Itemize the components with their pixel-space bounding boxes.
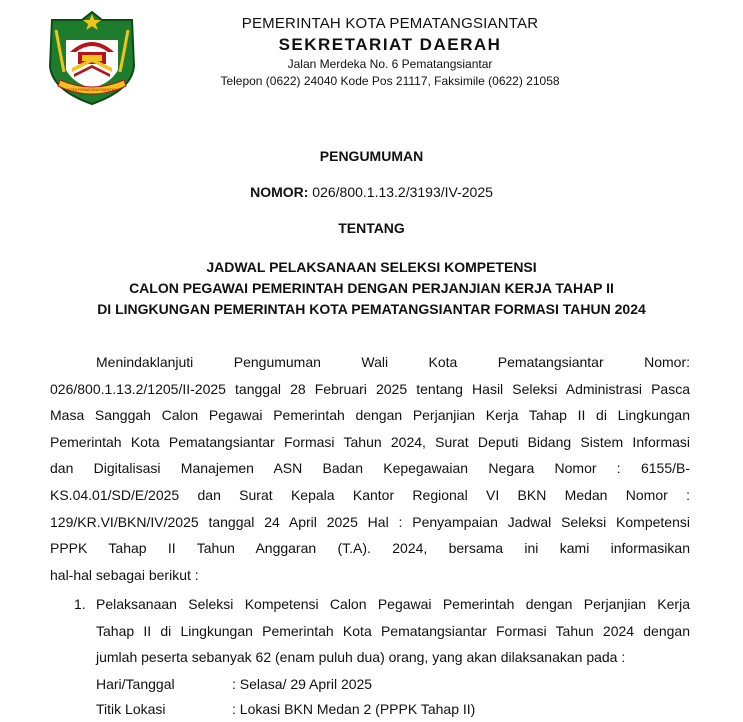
detail-value: : Selasa/ 29 April 2025 bbox=[232, 676, 373, 692]
department-name: SEKRETARIAT DAERAH bbox=[278, 35, 502, 54]
letterhead bbox=[200, 14, 580, 90]
item-line: Pelaksanaan Seleksi Kompetensi Calon Pegawai Pemerintah dengan Perjanjian Kerja bbox=[96, 596, 690, 612]
list-item-text bbox=[96, 591, 690, 671]
logo-ribbon-text: KOTA PEMATANGSIANTAR bbox=[66, 87, 118, 92]
list-item-number: 1. bbox=[74, 596, 86, 612]
item-line: Tahap II di Lingkungan Pemerintah Kota Pematangsiantar Formasi Tahun 2024 dengan bbox=[96, 622, 690, 639]
subject-line: CALON PEGAWAI PEMERINTAH DENGAN PERJANJIAN KERJA TAHAP II bbox=[129, 280, 614, 296]
detail-label: Hari/Tanggal bbox=[96, 676, 175, 692]
body-paragraph bbox=[50, 349, 690, 588]
subject-line: JADWAL PELAKSANAAN SELEKSI KOMPETENSI bbox=[206, 259, 537, 275]
paragraph-line: PPPK Tahap II Tahun Anggaran (T.A). 2024, bersama ini kami informasikan bbox=[50, 540, 690, 557]
paragraph-line: Menindaklanjuti Pengumuman Wali Kota Pematangsiantar Nomor: bbox=[96, 354, 690, 370]
paragraph-line: 129/KR.VI/BKN/IV/2025 tanggal 24 April 2025 Hal : Penyampaian Jadwal Seleksi Kompetensi bbox=[50, 513, 690, 530]
detail-label: Titik Lokasi bbox=[96, 701, 166, 717]
announcement-heading: PENGUMUMAN bbox=[319, 148, 424, 164]
paragraph-line: Masa Sanggah Calon Pegawai Pemerintah dengan Perjanjian Kerja Tahap II di Lingkungan bbox=[50, 407, 690, 424]
item-line: jumlah peserta sebanyak 62 (enam puluh dua) orang, yang akan dilaksanakan pada : bbox=[96, 649, 626, 666]
about-label: TENTANG bbox=[338, 220, 405, 236]
announcement-number bbox=[0, 184, 743, 200]
paragraph-line: 026/800.1.13.2/1205/II-2025 tanggal 28 Februari 2025 tentang Hasil Seleksi Administrasi Pasca bbox=[50, 380, 690, 397]
city-coat-of-arms-icon bbox=[44, 10, 140, 106]
paragraph-line: Pemerintah Kota Pematangsiantar Formasi Tahun 2024, Surat Deputi Bidang Sistem Informasi bbox=[50, 433, 690, 450]
detail-value: : Lokasi BKN Medan 2 (PPPK Tahap II) bbox=[232, 701, 476, 717]
paragraph-line: KS.04.01/SD/E/2025 dan Surat Kepala Kantor Regional VI BKN Medan Nomor : bbox=[50, 486, 690, 503]
paragraph-line: dan Digitalisasi Manajemen ASN Badan Kepegawaian Negara Nomor : 6155/B- bbox=[50, 460, 690, 477]
subject-line: DI LINGKUNGAN PEMERINTAH KOTA PEMATANGSIANTAR FORMASI TAHUN 2024 bbox=[97, 301, 646, 317]
number-label: NOMOR: bbox=[250, 184, 309, 200]
contact-info: Telepon (0622) 24040 Kode Pos 21117, Faksimile (0622) 21058 bbox=[220, 74, 560, 88]
address: Jalan Merdeka No. 6 Pematangsiantar bbox=[287, 57, 493, 71]
number-value: 026/800.1.13.2/3193/IV-2025 bbox=[312, 184, 493, 200]
announcement-subject bbox=[0, 257, 743, 320]
government-name: PEMERINTAH KOTA PEMATANGSIANTAR bbox=[241, 15, 539, 32]
paragraph-line: hal-hal sebagai berikut : bbox=[50, 566, 199, 583]
